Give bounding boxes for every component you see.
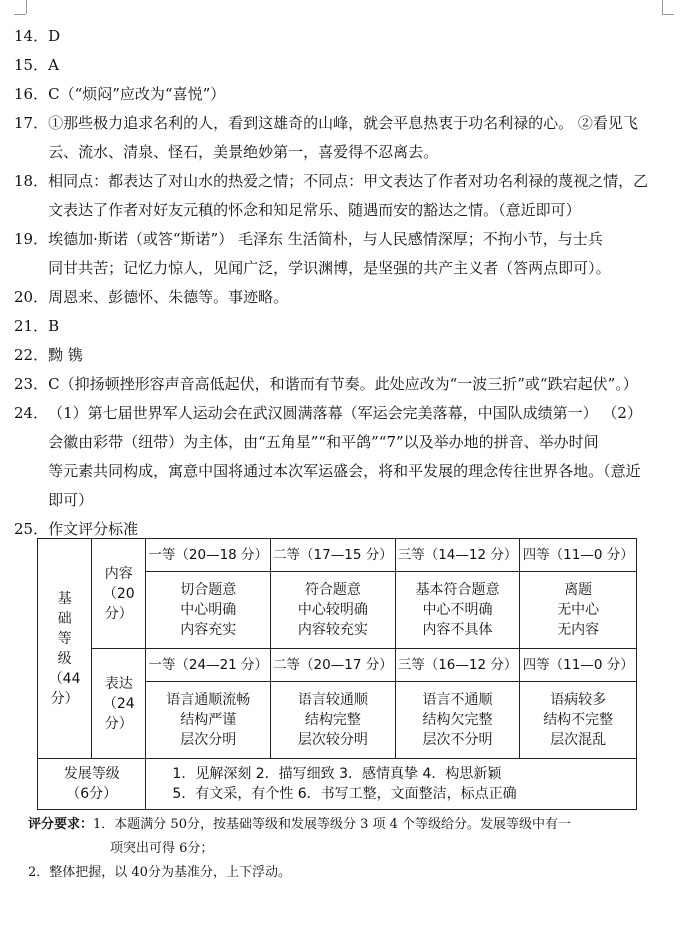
answer-text: [48, 109, 664, 167]
answer-number: 17．: [14, 114, 49, 132]
expression-desc-4: 语病较多 结构不完整 层次混乱: [520, 682, 637, 759]
answer-text-line: C（抑扬顿挫形容声音高低起伏，和谐而有节奏。此处应改为“一波三折”或“跌宕起伏”。）: [48, 375, 638, 393]
answer-item: [14, 22, 664, 51]
expression-label: 表达 （24分）: [92, 649, 146, 759]
answer-text: [48, 312, 664, 341]
answer-text-line: B: [48, 317, 60, 335]
content-grade-1: 一等（20—18 分）: [146, 539, 271, 572]
answer-number: 21．: [14, 317, 49, 335]
answer-text: [48, 22, 664, 51]
expression-grade-1: 一等（24—21 分）: [146, 649, 271, 682]
answer-text: [48, 399, 664, 515]
answer-text-line: 作文评分标准: [48, 520, 139, 538]
answer-text-line: C（“烦闷”应改为“喜悦”）: [48, 85, 226, 103]
answer-item: [14, 51, 664, 80]
scoring-requirements: [28, 813, 668, 885]
requirement-1-continued: 项突出可得 6分；: [110, 841, 214, 856]
answer-text-line: 文表达了作者对好友元稹的怀念和知足常乐、随遇而安的豁达之情。（意近即可）: [48, 201, 581, 219]
answer-text-line: 相同点：都表达了对山水的热爱之情；不同点：甲文表达了作者对功名利禄的蔑视之情，乙: [48, 172, 649, 190]
answer-item: [14, 312, 664, 341]
answer-text-line: ①那些极力追求名利的人，看到这雄奇的山峰，就会平息热衷于功名利禄的心。 ②看见飞: [48, 114, 638, 132]
answer-text-line: 黝 镌: [48, 346, 83, 364]
expression-desc-1: 语言通顺流畅 结构严谨 层次分明: [146, 682, 271, 759]
answer-text: [48, 283, 664, 312]
expression-grade-3: 三等（16—12 分）: [395, 649, 520, 682]
answer-text: [48, 370, 664, 399]
expression-desc-3: 语言不通顺 结构欠完整 层次不分明: [395, 682, 520, 759]
answer-number: 15．: [14, 56, 49, 74]
answer-number: 16．: [14, 85, 49, 103]
page-corner-mark-right-h: [662, 14, 674, 15]
answer-item: [14, 80, 664, 109]
answer-list: [14, 22, 664, 544]
content-grade-2: 二等（17—15 分）: [271, 539, 396, 572]
basic-level-label: 基 础 等 级 （44分）: [38, 539, 92, 759]
answer-text: [48, 341, 664, 370]
answer-number: 24．: [14, 404, 49, 422]
answer-text-line: 埃德加·斯诺（或答“斯诺”） 毛泽东 生活简朴，与人民感情深厚；不拘小节，与士兵: [48, 230, 603, 248]
essay-rubric-table: [37, 538, 637, 810]
answer-number: 22．: [14, 346, 49, 364]
answer-number: 19．: [14, 230, 49, 248]
development-level-label: 发展等级 （6分）: [38, 759, 146, 810]
expression-grade-4: 四等（11—0 分）: [520, 649, 637, 682]
page-corner-mark-left: [26, 0, 27, 14]
development-criteria: 1．见解深刻 2．描写细致 3．感情真挚 4．构思新颖 5．有文采，有个性 6．书写工整，文面整洁，标点正确: [146, 759, 637, 810]
answer-number: 23．: [14, 375, 49, 393]
content-grade-3: 三等（14—12 分）: [395, 539, 520, 572]
answer-text-line: 会徽由彩带（纽带）为主体，由“五角星”“和平鸽”“7”以及举办地的拼音、举办时间: [48, 433, 599, 451]
content-desc-3: 基本符合题意 中心不明确 内容不具体: [395, 572, 520, 649]
answer-item: [14, 399, 664, 515]
answer-text-line: 同甘共苦；记忆力惊人，见闻广泛，学识渊博，是坚强的共产主义者（答两点即可）。: [48, 259, 611, 277]
content-grade-4: 四等（11—0 分）: [520, 539, 637, 572]
answer-number: 14．: [14, 27, 49, 45]
requirements-label: 评分要求：: [28, 817, 94, 832]
content-desc-4: 离题 无中心 无内容: [520, 572, 637, 649]
answer-text-line: 周恩来、彭德怀、朱德等。事迹略。: [48, 288, 289, 306]
answer-item: [14, 283, 664, 312]
content-label: 内容 （20分）: [92, 539, 146, 649]
answer-item: [14, 167, 664, 225]
answer-text-line: 云、流水、清泉、怪石，美景绝妙第一，喜爱得不忍离去。: [48, 143, 439, 161]
answer-text-line: 等元素共同构成，寓意中国将通过本次军运盛会，将和平发展的理念传往世界各地。（意近: [48, 462, 641, 480]
requirement-2: 2．整体把握，以 40分为基准分，上下浮动。: [28, 865, 291, 880]
answer-text: [48, 167, 664, 225]
answer-text: [48, 80, 664, 109]
page-corner-mark-right: [662, 0, 663, 14]
answer-text: [48, 51, 664, 80]
answer-text-line: 即可）: [48, 491, 94, 509]
answer-text-line: D: [48, 27, 61, 45]
requirement-1: 1．本题满分 50分，按基础等级和发展等级分 3 项 4 个等级给分。发展等级中有一: [93, 817, 572, 832]
answer-item: [14, 225, 664, 283]
answer-item: [14, 341, 664, 370]
expression-grade-2: 二等（20—17 分）: [271, 649, 396, 682]
answer-item: [14, 109, 664, 167]
content-desc-2: 符合题意 中心较明确 内容较充实: [271, 572, 396, 649]
answer-text: [48, 225, 664, 283]
answer-text-line: A: [48, 56, 59, 74]
answer-item: [14, 370, 664, 399]
content-desc-1: 切合题意 中心明确 内容充实: [146, 572, 271, 649]
page-corner-mark-left-h: [14, 14, 26, 15]
answer-text-line: （1）第七届世界军人运动会在武汉圆满落幕（军运会完美落幕，中国队成绩第一） （2）: [48, 404, 642, 422]
answer-number: 25．: [14, 520, 49, 538]
answer-number: 18．: [14, 172, 49, 190]
expression-desc-2: 语言较通顺 结构完整 层次较分明: [271, 682, 396, 759]
answer-number: 20．: [14, 288, 49, 306]
